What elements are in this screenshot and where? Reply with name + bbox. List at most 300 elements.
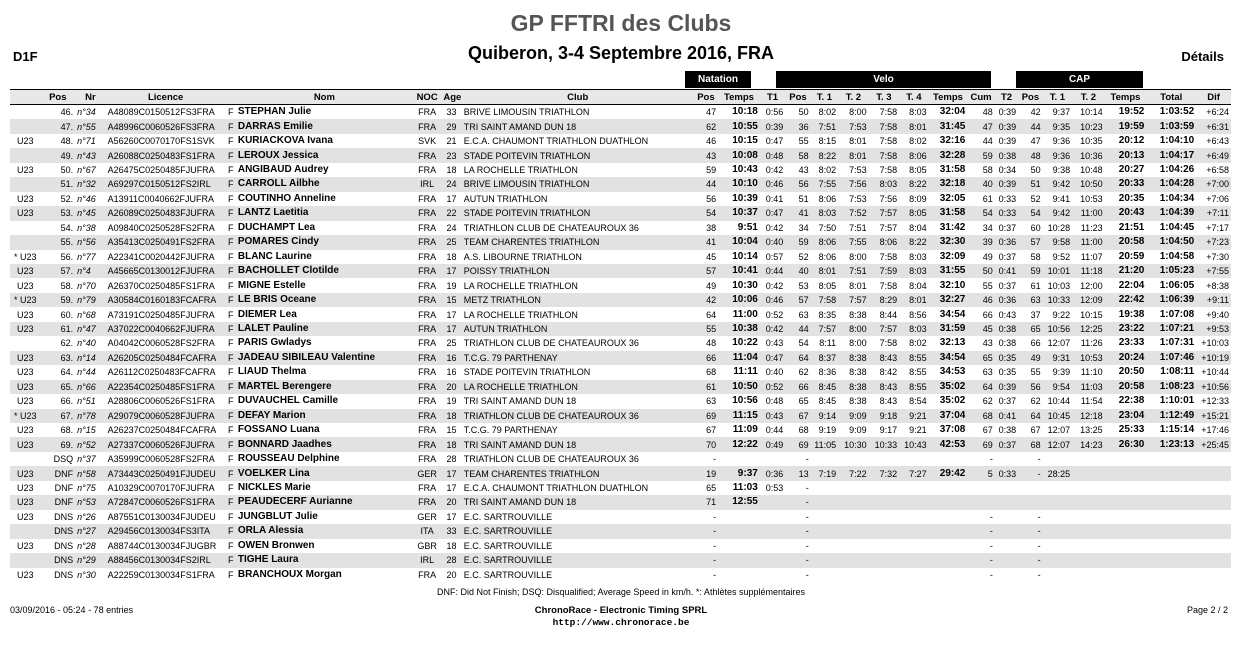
group-cell: U23: [17, 165, 34, 176]
total-time: 1:12:49: [1146, 409, 1196, 423]
bib-cell: n°68: [77, 309, 96, 320]
bike-time: 32:16: [939, 135, 966, 147]
bike-lap1: 8:05: [818, 280, 837, 291]
swim-pos: 62: [694, 119, 718, 133]
t2-time: 0:38: [998, 338, 1017, 349]
noc-cell: FRA: [418, 396, 437, 407]
bike-pos: 66: [785, 380, 810, 394]
run-time: [1105, 524, 1147, 538]
run-lap2: 10:35: [1080, 136, 1103, 147]
bike-lap4: [899, 539, 929, 553]
swim-time: 10:18: [732, 106, 758, 118]
athlete-name: DUVAUCHEL Camille: [237, 395, 339, 407]
bike-lap3: 7:58: [879, 338, 898, 349]
bike-lap1: [811, 510, 838, 524]
bike-lap3: 10:33: [869, 437, 900, 451]
noc-cell: FRA: [413, 119, 441, 133]
bike-pos: -: [805, 511, 809, 522]
t2-time: 0:41: [995, 264, 1018, 278]
diff-time: [1196, 481, 1231, 495]
cum-pos: 46: [967, 293, 994, 307]
total-time: 1:06:39: [1146, 293, 1196, 307]
swim-pos: 55: [694, 322, 718, 336]
bike-lap2: 8:00: [849, 107, 867, 118]
run-lap1: 9:41: [1052, 193, 1071, 204]
athlete-name: DIEMER Lea: [237, 308, 297, 320]
club-cell: T.C.G. 79 PARTHENAY: [463, 425, 558, 436]
pos-cell: 64.: [60, 367, 74, 378]
sex-cell: F: [226, 437, 236, 451]
t2-time: 0:36: [995, 293, 1018, 307]
total-time: 1:04:58: [1159, 250, 1195, 262]
total-time: [1146, 452, 1196, 466]
t1-time: [760, 452, 785, 466]
col-header: T2: [995, 90, 1018, 105]
table-row: [10, 206, 1231, 220]
club-cell: A.S. LIBOURNE TRIATHLON: [463, 251, 582, 262]
group-cell: [10, 177, 41, 191]
diff-time: +7:00: [1196, 177, 1231, 191]
sex-cell: F: [228, 425, 234, 436]
noc-cell: GER: [417, 511, 437, 522]
swim-pos: 71: [694, 495, 718, 509]
licence-cell: A35413C0250491FS2FRA: [106, 235, 226, 249]
total-time: 1:08:11: [1160, 366, 1195, 378]
t2-time: [995, 452, 1018, 466]
bike-lap4: 8:22: [899, 235, 929, 249]
club-cell: METZ TRIATHLON: [462, 293, 694, 307]
swim-time: [718, 553, 760, 567]
licence-cell: A30584C0160183FCAFRA: [106, 293, 226, 307]
bike-time: 32:13: [939, 337, 966, 349]
run-lap1: 10:45: [1043, 409, 1073, 423]
swim-time: 12:55: [718, 495, 760, 509]
run-pos: 50: [1030, 165, 1041, 176]
bib-cell: n°38: [77, 222, 96, 233]
bike-lap2: 7:22: [838, 466, 869, 480]
bike-lap2: [838, 539, 869, 553]
sex-cell: F: [226, 553, 236, 567]
athlete-name: CARROLL Ailbhe: [236, 177, 413, 191]
bike-lap4: 8:02: [909, 338, 927, 349]
t2-time: [995, 553, 1018, 567]
swim-pos: 47: [706, 107, 717, 118]
bike-pos: 55: [798, 136, 809, 147]
swim-time: 11:11: [733, 366, 758, 378]
bike-pos: -: [785, 495, 810, 509]
bike-time: 31:58: [939, 164, 966, 176]
cum-pos: -: [967, 553, 994, 567]
pos-cell: 62.: [60, 338, 74, 349]
bike-lap4: 8:03: [909, 107, 927, 118]
cum-pos: 43: [982, 338, 993, 349]
t2-time: [995, 539, 1018, 553]
pos-cell: 63.: [41, 351, 76, 365]
diff-time: [1196, 452, 1231, 466]
age-cell: 20: [446, 569, 457, 580]
swim-time: 12:22: [718, 437, 760, 451]
bike-pos: 57: [785, 293, 810, 307]
swim-pos: -: [713, 540, 717, 551]
total-time: 1:07:21: [1146, 322, 1196, 336]
run-pos: -: [1018, 553, 1042, 567]
run-lap2: 10:23: [1072, 119, 1105, 133]
diff-time: +7:55: [1196, 264, 1231, 278]
table-row: [10, 307, 1231, 321]
run-lap1: 9:36: [1043, 148, 1073, 162]
col-header: T. 2: [838, 90, 869, 105]
cum-pos: 68: [967, 409, 994, 423]
club-cell: TRI SAINT AMAND DUN 18: [463, 396, 577, 407]
group-cell: * U23: [10, 293, 41, 307]
club-cell: TRI SAINT AMAND DUN 18: [462, 495, 694, 509]
pos-cell: 60.: [60, 309, 74, 320]
club-cell: E.C. SARTROUVILLE: [463, 540, 553, 551]
bike-lap1: 8:02: [818, 107, 837, 118]
athlete-name: LEROUX Jessica: [236, 148, 413, 162]
sex-cell: F: [228, 396, 234, 407]
t2-time: 0:35: [998, 367, 1017, 378]
group-cell: U23: [10, 264, 41, 278]
group-cell: U23: [10, 322, 41, 336]
bike-lap3: [869, 481, 900, 495]
total-time: 1:08:23: [1146, 380, 1196, 394]
bike-lap3: [869, 495, 900, 509]
bike-time: 31:45: [929, 119, 968, 133]
t1-time: 0:36: [760, 466, 785, 480]
bike-lap1: 8:06: [811, 235, 838, 249]
bib-cell: n°51: [77, 396, 96, 407]
table-row: [10, 105, 1231, 120]
bike-lap3: [869, 568, 900, 582]
bike-lap1: 8:22: [811, 148, 838, 162]
club-cell: E.C.A. CHAUMONT TRIATHLON DUATHLON: [463, 483, 649, 493]
category-label: D1F: [13, 49, 38, 64]
bike-lap3: [869, 553, 900, 567]
licence-cell: A26237C0250484FCAFRA: [107, 425, 217, 436]
noc-cell: FRA: [413, 148, 441, 162]
swim-pos: 61: [694, 380, 718, 394]
total-time: [1146, 466, 1196, 480]
table-row: [10, 510, 1231, 524]
group-cell: U23: [17, 193, 34, 204]
bike-time: [929, 539, 968, 553]
run-pos: 58: [1030, 251, 1041, 262]
sex-cell: F: [228, 136, 234, 147]
run-lap2: 12:18: [1072, 409, 1105, 423]
club-cell: TRIATHLON CLUB DE CHATEAUROUX 36: [463, 454, 639, 465]
t2-time: [995, 510, 1018, 524]
athlete-name: FOSSANO Luana: [237, 424, 320, 436]
age-cell: 16: [441, 351, 461, 365]
run-lap1: 9:38: [1052, 165, 1071, 176]
bib-cell: n°46: [77, 193, 96, 204]
diff-time: +7:30: [1206, 251, 1229, 262]
licence-cell: A22259C0130034FS1FRA: [107, 569, 215, 580]
licence-cell: A72847C0060526FS1FRA: [106, 495, 226, 509]
table-row: [10, 452, 1231, 466]
run-lap1: 10:03: [1047, 280, 1071, 291]
bike-lap3: 7:58: [879, 280, 898, 291]
section-cap: CAP: [1016, 71, 1143, 88]
timing-credit: [0, 605, 1242, 629]
swim-pos: 69: [694, 409, 718, 423]
run-lap1: 9:31: [1043, 351, 1073, 365]
licence-cell: A26089C0250483FJUFRA: [106, 206, 226, 220]
run-pos: 51: [1018, 177, 1042, 191]
bib-cell: n°28: [77, 540, 96, 551]
run-lap2: 13:25: [1080, 425, 1103, 436]
bike-lap4: [899, 524, 929, 538]
bike-lap3: 7:57: [869, 206, 900, 220]
table-row: [10, 553, 1231, 567]
bib-cell: n°4: [75, 264, 106, 278]
pos-cell: 68.: [60, 425, 74, 436]
licence-cell: A26370C0250485FS1FRA: [107, 280, 215, 291]
run-lap1: 9:36: [1052, 136, 1071, 147]
swim-time: 10:56: [732, 395, 758, 407]
bike-lap1: 7:57: [811, 322, 838, 336]
run-pos: 67: [1030, 425, 1041, 436]
swim-pos: 42: [694, 293, 718, 307]
run-pos: 61: [1030, 280, 1041, 291]
group-cell: U23: [17, 569, 34, 580]
sex-cell: F: [228, 193, 234, 204]
licence-cell: A04042C0060528FS2FRA: [107, 338, 215, 349]
bike-lap2: 8:01: [838, 148, 869, 162]
swim-time: [718, 452, 760, 466]
run-lap2: 11:18: [1072, 264, 1105, 278]
run-pos: 65: [1018, 322, 1042, 336]
col-header: Temps: [718, 90, 760, 105]
club-cell: T.C.G. 79 PARTHENAY: [462, 351, 694, 365]
t2-time: 0:39: [998, 136, 1017, 147]
total-time: [1146, 553, 1196, 567]
swim-pos: 63: [706, 396, 717, 407]
age-cell: 20: [441, 380, 461, 394]
bike-time: 32:09: [939, 250, 966, 262]
total-time: 1:07:46: [1146, 351, 1196, 365]
club-cell: LA ROCHELLE TRIATHLON: [463, 309, 578, 320]
bib-cell: n°43: [75, 148, 106, 162]
athlete-name: BRANCHOUX Morgan: [237, 568, 342, 580]
col-header: T. 4: [899, 90, 929, 105]
run-time: [1105, 466, 1147, 480]
t1-time: 0:47: [760, 351, 785, 365]
swim-time: 10:14: [732, 250, 758, 262]
bike-lap1: 8:11: [819, 338, 837, 349]
pos-cell: 48.: [60, 136, 74, 147]
bike-lap2: 7:56: [838, 177, 869, 191]
bike-pos: -: [805, 569, 809, 580]
bike-lap3: 8:43: [879, 396, 898, 407]
bike-lap1: 7:50: [818, 222, 837, 233]
run-time: 20:35: [1118, 192, 1145, 204]
col-header: T. 1: [811, 90, 838, 105]
run-lap2: 10:15: [1080, 309, 1103, 320]
bike-lap1: [811, 553, 838, 567]
diff-time: +7:06: [1206, 193, 1229, 204]
results-body: [10, 105, 1231, 582]
diff-time: +6:58: [1206, 165, 1229, 176]
total-time: 1:05:23: [1146, 264, 1196, 278]
table-row: [10, 437, 1231, 451]
bike-pos: -: [805, 483, 809, 493]
noc-cell: FRA: [413, 380, 441, 394]
diff-time: +9:40: [1206, 309, 1229, 320]
run-pos: 52: [1030, 193, 1041, 204]
swim-pos: 59: [706, 165, 717, 176]
club-cell: E.C.A. CHAUMONT TRIATHLON DUATHLON: [463, 136, 649, 147]
sex-cell: F: [228, 222, 234, 233]
bike-lap1: [811, 568, 838, 582]
total-time: [1146, 539, 1196, 553]
total-time: 1:04:45: [1159, 221, 1195, 233]
run-lap1: [1043, 495, 1073, 509]
bike-lap2: [838, 481, 869, 495]
swim-pos: 67: [706, 425, 717, 436]
col-header: Pos: [785, 90, 810, 105]
run-lap1: [1043, 539, 1073, 553]
pos-cell: 55.: [41, 235, 76, 249]
col-header: Pos: [694, 90, 718, 105]
bike-lap2: 9:09: [849, 425, 867, 436]
licence-cell: A48996C0060526FS3FRA: [106, 119, 226, 133]
run-lap2: 11:23: [1080, 222, 1103, 233]
bike-pos: 64: [785, 351, 810, 365]
pos-cell: DSQ: [53, 454, 74, 465]
pos-cell: DNS: [54, 569, 74, 580]
t2-time: [995, 481, 1018, 495]
total-time: [1146, 510, 1196, 524]
athlete-name: STEPHAN Julie: [237, 106, 312, 118]
bike-pos: 34: [798, 222, 809, 233]
athlete-name: DEFAY Marion: [236, 409, 413, 423]
noc-cell: FRA: [418, 338, 437, 349]
cum-pos: 66: [982, 309, 993, 320]
pos-cell: 56.: [60, 251, 74, 262]
licence-cell: A28806C0060526FS1FRA: [107, 396, 215, 407]
run-time: 21:20: [1105, 264, 1147, 278]
group-cell: U23: [10, 206, 41, 220]
run-lap1: [1043, 452, 1073, 466]
bike-pos: 51: [798, 193, 809, 204]
bike-lap2: 8:38: [838, 380, 869, 394]
bike-pos: 62: [798, 367, 809, 378]
run-lap2: 12:09: [1072, 293, 1105, 307]
athlete-name: ORLA Alessia: [236, 524, 413, 538]
diff-time: +6:43: [1206, 136, 1229, 147]
bike-pos: 13: [785, 466, 810, 480]
col-header: NOC: [413, 90, 441, 105]
run-lap2: [1072, 539, 1105, 553]
bib-cell: n°27: [75, 524, 106, 538]
run-time: [1105, 495, 1147, 509]
licence-cell: A26112C0250483FCAFRA: [107, 367, 216, 378]
t1-time: 0:47: [760, 206, 785, 220]
swim-time: 10:43: [732, 164, 758, 176]
total-time: 1:07:31: [1159, 337, 1195, 349]
sex-cell: F: [226, 177, 236, 191]
bike-time: 31:42: [939, 221, 966, 233]
t1-time: [760, 510, 785, 524]
swim-time: 10:37: [718, 206, 760, 220]
noc-cell: GBR: [417, 540, 437, 551]
run-pos: 59: [1018, 264, 1042, 278]
section-natation: Natation: [685, 71, 751, 88]
noc-cell: FRA: [413, 293, 441, 307]
table-row: [10, 409, 1231, 423]
pos-cell: DNS: [54, 511, 74, 522]
run-pos: 62: [1030, 396, 1041, 407]
bib-cell: n°55: [75, 119, 106, 133]
bike-lap4: 8:03: [899, 322, 929, 336]
licence-cell: A87551C0130034FJUDEU: [107, 511, 216, 522]
total-time: [1146, 524, 1196, 538]
age-cell: 18: [446, 251, 457, 262]
run-time: 23:04: [1105, 409, 1147, 423]
run-lap2: [1072, 553, 1105, 567]
diff-time: +9:53: [1196, 322, 1231, 336]
table-row: [10, 163, 1231, 177]
bike-lap4: [899, 553, 929, 567]
swim-time: 10:10: [718, 177, 760, 191]
age-cell: 21: [446, 136, 457, 147]
t2-time: 0:39: [995, 119, 1018, 133]
bike-time: 32:05: [939, 192, 966, 204]
diff-time: [1196, 510, 1231, 524]
bike-lap4: [899, 495, 929, 509]
bib-cell: n°26: [77, 511, 96, 522]
sex-cell: F: [228, 338, 234, 349]
bike-lap1: 8:15: [818, 136, 837, 147]
bike-lap3: 9:17: [879, 425, 898, 436]
bike-lap1: 8:37: [811, 351, 838, 365]
bike-lap4: 8:03: [899, 264, 929, 278]
cum-pos: 59: [967, 148, 994, 162]
t1-time: [760, 539, 785, 553]
table-row: [10, 394, 1231, 408]
cum-pos: -: [989, 540, 993, 551]
cum-pos: 62: [982, 396, 993, 407]
run-lap1: 12:07: [1047, 338, 1071, 349]
bib-cell: n°77: [77, 251, 96, 262]
noc-cell: FRA: [418, 309, 437, 320]
cum-pos: 65: [967, 351, 994, 365]
total-time: 1:04:34: [1159, 192, 1195, 204]
run-pos: -: [1037, 540, 1041, 551]
swim-time: 10:04: [718, 235, 760, 249]
total-time: [1146, 568, 1196, 582]
bike-time: 32:10: [939, 279, 966, 291]
bike-pos: 41: [785, 206, 810, 220]
noc-cell: FRA: [418, 251, 437, 262]
bike-lap2: 7:55: [838, 235, 869, 249]
swim-time: [718, 539, 760, 553]
noc-cell: ITA: [413, 524, 441, 538]
run-lap1: 9:35: [1043, 119, 1073, 133]
col-header: Dif: [1196, 90, 1231, 105]
run-lap1: 10:44: [1047, 396, 1071, 407]
bike-lap2: 8:00: [838, 322, 869, 336]
bike-lap2: 7:57: [838, 293, 869, 307]
bib-cell: n°29: [75, 553, 106, 567]
timing-url[interactable]: http://www.chronorace.be: [552, 617, 690, 628]
bike-lap3: [869, 452, 900, 466]
pos-cell: 58.: [60, 280, 74, 291]
run-lap1: 9:22: [1052, 309, 1071, 320]
bike-lap1: 7:55: [811, 177, 838, 191]
